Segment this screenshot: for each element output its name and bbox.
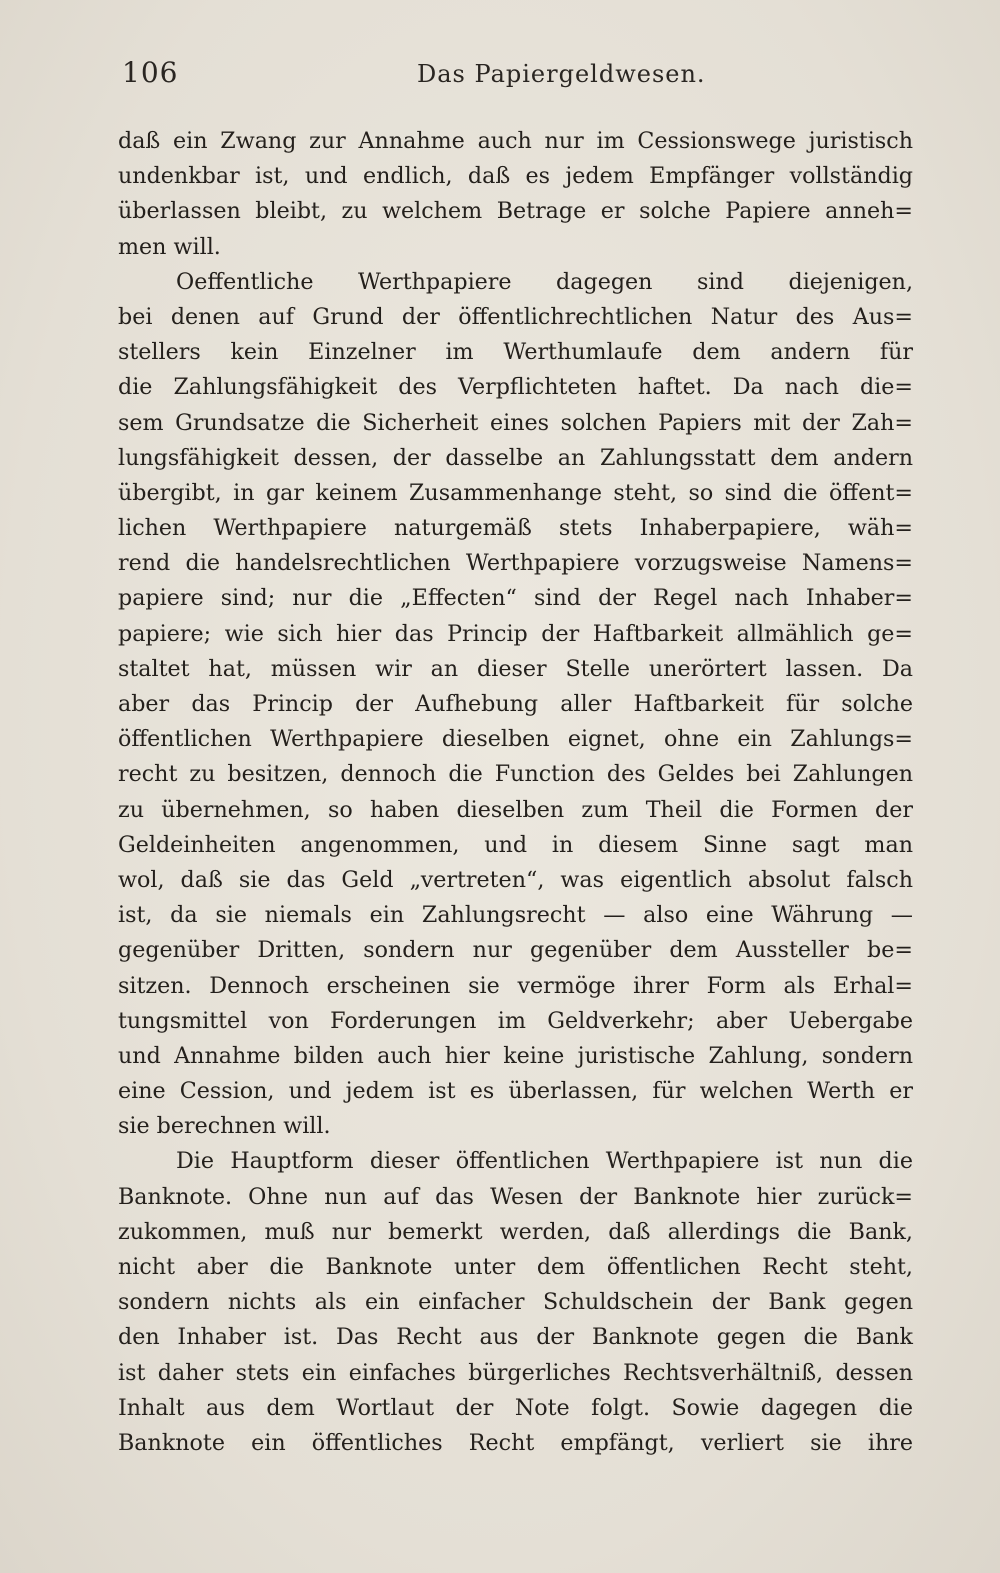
text-line: men will.	[118, 233, 221, 260]
running-title: Das Papiergeldwesen.	[417, 60, 706, 88]
text-line: eine Cession, und jedem ist es überlassen, für welchen Werth er	[118, 1078, 913, 1105]
text-line: aber das Princip der Aufhebung aller Haftbarkeit für solche	[118, 691, 913, 717]
text-line: stellers kein Einzelner im Werthumlaufe dem andern für	[118, 339, 913, 366]
text-line: Inhalt aus dem Wortlaut der Note folgt. Sowie dagegen die	[118, 1394, 913, 1421]
text-line: Banknote ein öffentliches Recht empfängt, verliert sie ihre	[118, 1429, 913, 1456]
paragraph-2	[118, 265, 913, 1145]
text-line: bei denen auf Grund der öffentlichrechtlichen Natur des Aus=	[118, 303, 913, 330]
paragraph-1	[118, 124, 913, 265]
text-line: sie berechnen will.	[118, 1113, 331, 1140]
text-line: staltet hat, müssen wir an dieser Stelle unerörtert lassen. Da	[118, 655, 913, 682]
text-line: lungsfähigkeit dessen, der dasselbe an Zahlungsstatt dem andern	[118, 444, 913, 471]
paragraph-3	[118, 1144, 913, 1461]
text-line: Die Hauptform dieser öffentlichen Werthpapiere ist nun die	[176, 1148, 913, 1175]
text-line: recht zu besitzen, dennoch die Function des Geldes bei Zahlungen	[118, 761, 913, 788]
text-line: undenkbar ist, und endlich, daß es jedem Empfänger vollständig	[118, 163, 913, 190]
page-number: 106	[122, 56, 179, 89]
text-line: Geldeinheiten angenommen, und in diesem Sinne sagt man	[118, 831, 913, 858]
text-line: papiere; wie sich hier das Princip der Haftbarkeit allmählich ge=	[118, 620, 913, 647]
text-line: den Inhaber ist. Das Recht aus der Banknote gegen die Bank	[118, 1324, 913, 1351]
text-line: sem Grundsatze die Sicherheit eines solchen Papiers mit der Zah=	[118, 409, 913, 436]
text-line: zu übernehmen, so haben dieselben zum Theil die Formen der	[118, 796, 913, 823]
text-line: übergibt, in gar keinem Zusammenhange steht, so sind die öffent=	[118, 479, 913, 506]
text-line: die Zahlungsfähigkeit des Verpflichteten haftet. Da nach die=	[118, 374, 913, 401]
text-line: sondern nichts als ein einfacher Schuldschein der Bank gegen	[118, 1289, 913, 1316]
text-line: nicht aber die Banknote unter dem öffentlichen Recht steht,	[118, 1254, 913, 1280]
text-line: ist, da sie niemals ein Zahlungsrecht — also eine Währung —	[118, 902, 913, 929]
text-line: sitzen. Dennoch erscheinen sie vermöge ihrer Form als Erhal=	[118, 972, 913, 999]
page-header	[122, 56, 912, 96]
text-line: Oeffentliche Werthpapiere dagegen sind diejenigen,	[176, 268, 913, 295]
text-line: daß ein Zwang zur Annahme auch nur im Cessionswege juristisch	[118, 128, 913, 154]
body-text	[118, 124, 913, 1461]
text-line: Banknote. Ohne nun auf das Wesen der Banknote hier zurück=	[118, 1183, 913, 1210]
text-line: und Annahme bilden auch hier keine juristische Zahlung, sondern	[118, 1042, 913, 1069]
text-line: überlassen bleibt, zu welchem Betrage er solche Papiere anneh=	[118, 198, 913, 225]
text-line: öffentlichen Werthpapiere dieselben eignet, ohne ein Zahlungs=	[118, 726, 913, 753]
text-line: gegenüber Dritten, sondern nur gegenüber dem Aussteller be=	[118, 937, 913, 964]
text-line: wol, daß sie das Geld „vertreten“, was eigentlich absolut falsch	[118, 866, 913, 893]
text-line: ist daher stets ein einfaches bürgerliches Rechtsverhältniß, dessen	[118, 1359, 913, 1386]
text-line: tungsmittel von Forderungen im Geldverkehr; aber Uebergabe	[118, 1007, 913, 1034]
text-line: lichen Werthpapiere naturgemäß stets Inhaberpapiere, wäh=	[118, 515, 913, 542]
text-line: papiere sind; nur die „Effecten“ sind der Regel nach Inhaber=	[118, 585, 913, 612]
text-line: rend die handelsrechtlichen Werthpapiere vorzugsweise Namens=	[118, 550, 913, 577]
text-line: zukommen, muß nur bemerkt werden, daß allerdings die Bank,	[118, 1218, 913, 1245]
